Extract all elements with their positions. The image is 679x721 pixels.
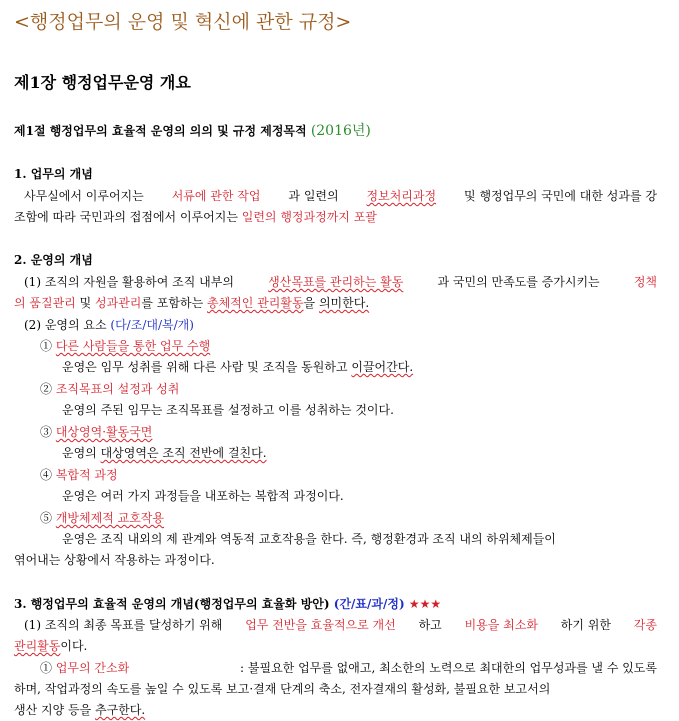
text: 생산 지양 등을 <box>14 703 95 717</box>
text-underlined: 대상영역은 조직 전반에 걸친다. <box>100 446 267 460</box>
document-title: <행정업무의 운영 및 혁신에 관한 규정> <box>14 11 352 33</box>
emph-red: 조직목표의 설정과 성취 <box>55 382 180 396</box>
text: (1) 조직의 최종 목표를 달성하기 위해 <box>24 618 223 632</box>
s2-item4-title <box>40 467 118 483</box>
text: 하고 <box>418 618 442 632</box>
emph-red: 성과관리 <box>95 296 142 310</box>
s3-heading <box>14 596 441 612</box>
s2-paragraph-line1 <box>24 274 657 290</box>
text: 하기 위한 <box>560 618 611 632</box>
emph-red: 서류에 관한 작업 <box>171 189 261 203</box>
text: 사무실에서 이루어지는 <box>24 189 144 203</box>
emph-red: 개방체제적 교호작용 <box>55 511 164 525</box>
s3-item1-head <box>40 660 129 676</box>
s2-item4-desc <box>62 488 344 504</box>
s2-item2-title <box>40 381 179 397</box>
item-number: ③ <box>40 425 53 439</box>
emph-red: 관리활동 <box>14 639 61 653</box>
emph-red: 업무 전반을 효율적으로 개선 <box>245 618 396 632</box>
s2-paragraph-line2 <box>14 295 369 311</box>
emph-red: 일련의 행정과정까지 포괄 <box>241 210 377 224</box>
item-number: ① <box>40 339 53 353</box>
text: (1) 조직의 자원을 활용하여 조직 내부의 <box>24 275 234 289</box>
emph-red: 총체적인 관리활동 <box>206 296 304 310</box>
item-number: ② <box>40 382 53 396</box>
text: 를 포함하는 <box>141 296 207 310</box>
text: 하며, 작업과정의 속도를 높일 수 있도록 보고·결재 단계의 축소, 전자결재의 활성화, 불필요한 보고서의 <box>14 682 551 696</box>
text: 및 행정업무의 국민에 대한 성과를 강 <box>464 189 657 203</box>
text: 운영의 <box>62 446 101 460</box>
s2-item3-desc <box>62 445 267 461</box>
section-heading-label: 제1절 행정업무의 효율적 운영의 의의 및 규정 제정목적 <box>14 124 307 138</box>
s2-item5-desc-line1 <box>62 531 657 547</box>
chapter-heading: 제1장 행정업무운영 개요 <box>14 73 191 92</box>
importance-stars: ★★★ <box>408 597 442 611</box>
text: (2) 운영의 요소 <box>24 318 111 332</box>
text: 및 <box>75 296 96 310</box>
text-underlined: 추구한다. <box>95 703 146 717</box>
s2-item1-title <box>40 338 210 354</box>
text: 운영은 임무 성취를 위해 다른 사람 및 조직을 동원하고 <box>62 360 352 374</box>
text-underlined: 이끌어간다. <box>351 360 414 374</box>
item-number: ① <box>40 661 53 675</box>
s3-item1-line3 <box>14 702 145 718</box>
emph-red: 정책 <box>633 275 657 289</box>
emph-red: 복합적 과정 <box>55 468 118 482</box>
emph-red: 비용을 최소화 <box>464 618 538 632</box>
s3-item1-line1 <box>40 660 657 676</box>
s2-item5-desc-line2: 엮어내는 상황에서 작용하는 과정이다. <box>14 553 215 567</box>
s1-paragraph-line1 <box>24 188 657 204</box>
s2-item2-desc <box>62 402 394 418</box>
text: 운영은 여러 가지 과정들을 내포하는 복합적 과정이다. <box>62 489 344 503</box>
emph-red: 정보처리과정 <box>366 189 437 203</box>
item-number: ④ <box>40 468 53 482</box>
text: 조함에 따라 국민과의 접점에서 이루어지는 <box>14 210 242 224</box>
s3-paragraph-line1 <box>24 617 657 633</box>
emph-red: 대상영역·활동국면 <box>55 425 153 439</box>
s2-item1-desc <box>62 359 413 375</box>
s2-heading: 2. 운영의 개념 <box>14 253 93 267</box>
s3-item1-line2 <box>14 681 657 697</box>
s1-paragraph-line2 <box>14 209 377 225</box>
s2-item3-title <box>40 424 152 440</box>
section-heading <box>14 123 371 139</box>
item-number: ⑤ <box>40 511 53 525</box>
s2-elements-line <box>24 317 194 333</box>
text: : 불필요한 업무를 없애고, 최소한의 노력으로 최대한의 업무성과를 낼 수 있도록 <box>240 661 657 675</box>
text: 과 국민의 만족도를 증가시키는 <box>437 275 600 289</box>
text: 운영은 조직 내외의 제 관계와 역동적 교호작용을 한다. 즉, 행정환경과 조직 내의 하위체제들이 <box>62 532 556 546</box>
mnemonic-tag: (간/표/과/정) <box>333 597 405 611</box>
text-underlined: 의미한다. <box>318 296 370 310</box>
s3-paragraph-line2 <box>14 638 87 654</box>
emph-red: 업무의 간소화 <box>55 661 130 675</box>
s3-heading-label: 3. 행정업무의 효율적 운영의 개념(행정업무의 효율화 방안) <box>14 597 330 611</box>
text: 이다. <box>60 639 88 653</box>
text: 을 <box>303 296 319 310</box>
emph-red: 생산목표를 관리하는 활동 <box>268 275 404 289</box>
mnemonic-tag: (다/조/대/복/개) <box>110 318 194 332</box>
emph-red: 각종 <box>633 618 657 632</box>
section-year: (2016년) <box>310 123 371 139</box>
text: 운영의 주된 임무는 조직목표를 설정하고 이를 성취하는 것이다. <box>62 403 394 417</box>
text: 과 일련의 <box>288 189 339 203</box>
s1-heading: 1. 업무의 개념 <box>14 167 93 181</box>
s2-item5-title <box>40 510 164 526</box>
emph-red: 의 품질관리 <box>14 296 76 310</box>
emph-red: 다른 사람들을 통한 업무 수행 <box>55 339 211 353</box>
